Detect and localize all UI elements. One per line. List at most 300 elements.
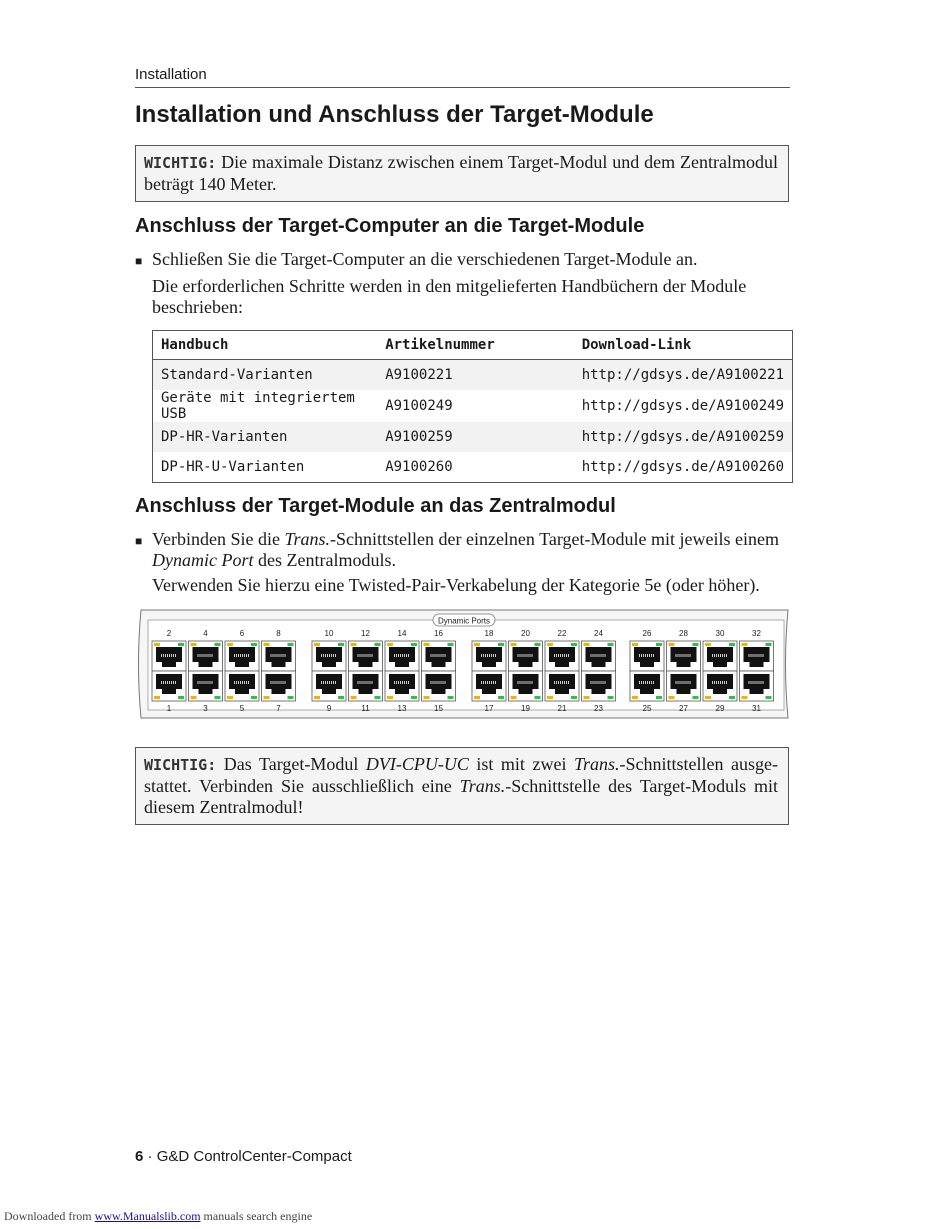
port-pin — [595, 654, 596, 657]
port-pin — [601, 654, 602, 657]
page-title: Installation und Anschluss der Target-Module — [135, 101, 654, 128]
port-pin — [165, 654, 166, 657]
port-pin — [358, 681, 359, 684]
port-led-green — [693, 643, 699, 646]
port-pin — [435, 654, 436, 657]
port-pin — [761, 654, 762, 657]
port-pin — [524, 681, 525, 684]
port-number-top: 28 — [679, 629, 688, 638]
cell-download-link[interactable]: http://gdsys.de/A9100259 — [574, 422, 793, 452]
page-footer — [135, 1148, 352, 1165]
port-pin — [759, 681, 760, 684]
port-pin — [173, 681, 174, 684]
port-pin — [161, 654, 162, 657]
port-pin — [676, 681, 677, 684]
port-pin — [485, 681, 486, 684]
port-pin — [682, 681, 683, 684]
port-pin — [680, 681, 681, 684]
port-pin — [175, 654, 176, 657]
port-pin — [491, 654, 492, 657]
port-pin — [639, 681, 640, 684]
port-number-top: 4 — [203, 629, 208, 638]
port-pin — [167, 681, 168, 684]
port-pin — [362, 654, 363, 657]
port-pin — [206, 681, 207, 684]
table-row — [153, 422, 793, 452]
cell-download-link[interactable]: http://gdsys.de/A9100249 — [581, 398, 784, 414]
port-led-amber — [191, 696, 197, 699]
port-pin — [283, 681, 284, 684]
port-pin — [724, 654, 725, 657]
port-pin — [323, 681, 324, 684]
port-number-bottom: 13 — [397, 704, 407, 713]
port-pin — [167, 654, 168, 657]
port-number-top: 6 — [239, 629, 245, 638]
port-led-green — [766, 643, 772, 646]
port-pin — [279, 654, 280, 657]
port-led-amber — [191, 643, 197, 646]
port-pin — [173, 654, 174, 657]
port-pin — [763, 654, 764, 657]
port-pin — [518, 681, 519, 684]
port-pin — [335, 654, 336, 657]
port-pin — [244, 654, 245, 657]
port-led-amber — [227, 643, 233, 646]
table-row — [153, 452, 793, 483]
port-pin — [372, 681, 373, 684]
port-pin — [684, 654, 685, 657]
port-pin — [212, 654, 213, 657]
port-pin — [236, 681, 237, 684]
dynamic-ports-figure — [135, 606, 795, 722]
important-note — [135, 747, 789, 825]
port-pin — [327, 681, 328, 684]
cell-manual: DP-HR-Varianten — [153, 422, 378, 452]
port-pin — [431, 681, 432, 684]
text-run: des Zentralmoduls. — [253, 550, 396, 570]
port-pin — [246, 681, 247, 684]
port-pin — [761, 681, 762, 684]
port-pin — [651, 654, 652, 657]
port-pin — [757, 654, 758, 657]
port-number-bottom: 1 — [166, 704, 172, 713]
cell-article: A9100221 — [377, 360, 574, 391]
port-number-bottom: 27 — [679, 704, 688, 713]
port-pin — [273, 654, 274, 657]
port-pin — [238, 681, 239, 684]
port-pin — [281, 654, 282, 657]
port-led-amber — [669, 643, 675, 646]
port-pin — [757, 681, 758, 684]
port-pin — [273, 681, 274, 684]
port-led-green — [693, 696, 699, 699]
cell-article: A9100260 — [385, 459, 453, 475]
download-prefix: Downloaded from — [4, 1209, 95, 1223]
port-pin — [722, 654, 723, 657]
port-pin — [690, 654, 691, 657]
port-pin — [325, 654, 326, 657]
port-pin — [489, 654, 490, 657]
port-led-amber — [154, 696, 160, 699]
port-pin — [641, 654, 642, 657]
port-led-amber — [154, 643, 160, 646]
port-pin — [281, 681, 282, 684]
port-pin — [445, 654, 446, 657]
important-note — [135, 145, 789, 202]
port-pin — [248, 654, 249, 657]
port-pin — [439, 681, 440, 684]
port-pin — [483, 681, 484, 684]
port-led-amber — [705, 643, 711, 646]
port-led-amber — [424, 696, 430, 699]
port-pin — [169, 654, 170, 657]
port-pin — [277, 654, 278, 657]
port-pin — [518, 654, 519, 657]
port-pin — [364, 654, 365, 657]
port-pin — [722, 681, 723, 684]
bullet-marker: ■ — [135, 254, 143, 268]
port-pin — [283, 654, 284, 657]
port-pin — [248, 681, 249, 684]
port-pin — [524, 654, 525, 657]
bullet-text: Schließen Sie die Target-Computer an die verschiedenen Target-Module an. — [152, 249, 698, 269]
port-pin — [562, 654, 563, 657]
port-pin — [368, 654, 369, 657]
port-pin — [716, 654, 717, 657]
port-led-green — [608, 696, 614, 699]
port-led-amber — [742, 696, 748, 699]
port-pin — [647, 654, 648, 657]
port-led-amber — [584, 696, 590, 699]
cell-download-link[interactable]: http://gdsys.de/A9100260 — [581, 459, 784, 475]
port-led-green — [178, 643, 184, 646]
text-run-italic: Trans. — [284, 529, 330, 549]
port-pin — [487, 654, 488, 657]
port-pin — [591, 654, 592, 657]
port-pin — [396, 681, 397, 684]
bullet-text — [152, 529, 795, 571]
port-pin — [406, 681, 407, 684]
port-led-amber — [314, 696, 320, 699]
port-number-bottom: 29 — [715, 704, 725, 713]
port-pin — [560, 654, 561, 657]
port-pin — [165, 681, 166, 684]
port-pin — [242, 681, 243, 684]
port-pin — [431, 654, 432, 657]
bullet-item — [135, 529, 795, 571]
port-pin — [599, 681, 600, 684]
port-led-green — [729, 643, 735, 646]
port-pin — [601, 681, 602, 684]
footer-separator: · — [143, 1148, 157, 1165]
port-number-bottom: 25 — [642, 704, 652, 713]
column-header-article: Artikelnummer — [377, 331, 574, 360]
port-pin — [394, 654, 395, 657]
port-number-top: 12 — [361, 629, 370, 638]
text-run: -Schnittstellen der einzelnen Target-Module mit jeweils einem — [330, 529, 779, 549]
note-label: WICHTIG: — [144, 154, 217, 172]
port-pin — [364, 681, 365, 684]
port-number-bottom: 15 — [434, 704, 443, 713]
port-pin — [271, 681, 272, 684]
port-number-top: 18 — [484, 629, 494, 638]
port-pin — [437, 654, 438, 657]
section2-body — [135, 529, 795, 596]
port-number-bottom: 21 — [557, 704, 567, 713]
port-led-amber — [351, 643, 357, 646]
port-pin — [718, 681, 719, 684]
port-pin — [433, 681, 434, 684]
port-pin — [171, 654, 172, 657]
port-pin — [522, 654, 523, 657]
port-pin — [244, 681, 245, 684]
port-pin — [331, 681, 332, 684]
port-led-amber — [742, 643, 748, 646]
cell-manual: DP-HR-U-Varianten — [161, 459, 305, 475]
port-pin — [605, 654, 606, 657]
note-label: WICHTIG: — [144, 756, 217, 774]
port-pin — [566, 681, 567, 684]
port-pin — [234, 654, 235, 657]
port-pin — [493, 654, 494, 657]
port-pin — [408, 654, 409, 657]
port-number-top: 8 — [276, 629, 281, 638]
port-pin — [651, 681, 652, 684]
port-pin — [362, 681, 363, 684]
port-pin — [236, 654, 237, 657]
port-led-green — [338, 643, 344, 646]
port-pin — [360, 681, 361, 684]
port-pin — [568, 654, 569, 657]
port-pin — [528, 681, 529, 684]
port-led-green — [288, 643, 294, 646]
port-pin — [370, 654, 371, 657]
port-pin — [558, 654, 559, 657]
port-pin — [358, 654, 359, 657]
port-pin — [234, 681, 235, 684]
port-pin — [175, 681, 176, 684]
port-pin — [597, 654, 598, 657]
port-number-top: 22 — [557, 629, 567, 638]
port-pin — [285, 681, 286, 684]
text-run-italic: DVI-CPU-UC — [365, 754, 469, 774]
port-pin — [678, 681, 679, 684]
port-pin — [279, 681, 280, 684]
port-pin — [682, 654, 683, 657]
port-pin — [714, 681, 715, 684]
port-pin — [564, 654, 565, 657]
port-pin — [329, 654, 330, 657]
port-pin — [212, 681, 213, 684]
port-pin — [366, 681, 367, 684]
port-pin — [595, 681, 596, 684]
port-led-green — [608, 643, 614, 646]
port-led-green — [251, 696, 257, 699]
port-pin — [206, 654, 207, 657]
page-number: 6 — [135, 1148, 144, 1165]
port-pin — [599, 654, 600, 657]
paragraph: Die erforderlichen Schritte werden in den mitgelieferten Handbüchern der Module beschrieben: — [152, 276, 747, 317]
port-pin — [530, 654, 531, 657]
port-pin — [749, 654, 750, 657]
port-pin — [556, 681, 557, 684]
port-pin — [684, 681, 685, 684]
port-pin — [435, 681, 436, 684]
port-pin — [649, 681, 650, 684]
table-header-row — [153, 331, 793, 360]
port-pin — [481, 654, 482, 657]
port-pin — [643, 681, 644, 684]
port-pin — [653, 654, 654, 657]
port-led-amber — [351, 696, 357, 699]
port-pin — [755, 654, 756, 657]
port-pin — [528, 654, 529, 657]
port-pin — [690, 681, 691, 684]
port-pin — [676, 654, 677, 657]
port-led-amber — [669, 696, 675, 699]
paragraph: Verwenden Sie hierzu eine Twisted-Pair-Verkabelung der Kategorie 5e (oder höher). — [152, 575, 760, 595]
port-led-amber — [227, 696, 233, 699]
port-number-top: 10 — [324, 629, 334, 638]
port-number-top: 26 — [642, 629, 652, 638]
port-led-green — [498, 696, 504, 699]
port-pin — [645, 654, 646, 657]
port-number-top: 16 — [434, 629, 443, 638]
port-pin — [520, 681, 521, 684]
port-led-green — [729, 696, 735, 699]
port-led-green — [656, 643, 662, 646]
port-pin — [714, 654, 715, 657]
port-led-amber — [547, 696, 553, 699]
cell-article: A9100249 — [385, 398, 453, 414]
port-led-green — [215, 696, 221, 699]
port-led-green — [178, 696, 184, 699]
port-pin — [398, 654, 399, 657]
port-led-green — [251, 643, 257, 646]
port-pin — [560, 681, 561, 684]
port-pin — [366, 654, 367, 657]
port-pin — [275, 681, 276, 684]
ports-label: Dynamic Ports — [437, 616, 491, 626]
port-pin — [329, 681, 330, 684]
port-pin — [210, 681, 211, 684]
port-pin — [720, 681, 721, 684]
port-number-top: 30 — [715, 629, 725, 638]
text-run: Das Target-Modul — [223, 754, 366, 774]
text-run: ist mit zwei — [468, 754, 574, 774]
port-led-green — [571, 643, 577, 646]
port-pin — [522, 681, 523, 684]
port-led-green — [656, 696, 662, 699]
port-pin — [238, 654, 239, 657]
port-number-bottom: 19 — [521, 704, 530, 713]
table-row — [153, 360, 793, 391]
port-pin — [204, 654, 205, 657]
port-number-bottom: 7 — [276, 704, 281, 713]
port-led-amber — [474, 643, 480, 646]
port-pin — [200, 681, 201, 684]
port-pin — [321, 654, 322, 657]
download-suffix: manuals search engine — [200, 1209, 313, 1223]
port-pin — [333, 681, 334, 684]
manualslib-link[interactable]: www.Manualslib.com — [94, 1209, 201, 1223]
port-pin — [402, 654, 403, 657]
port-pin — [759, 654, 760, 657]
port-number-top: 32 — [752, 629, 761, 638]
port-pin — [404, 654, 405, 657]
port-pin — [368, 681, 369, 684]
port-pin — [198, 681, 199, 684]
port-pin — [726, 681, 727, 684]
text-run: -Schnittstelle des Target-Moduls mit diesem Zentralmodul! — [144, 776, 778, 817]
port-led-green — [766, 696, 772, 699]
port-led-amber — [264, 643, 270, 646]
port-pin — [688, 681, 689, 684]
port-pin — [680, 654, 681, 657]
column-header-manual: Handbuch — [153, 331, 378, 360]
port-pin — [491, 681, 492, 684]
port-pin — [404, 681, 405, 684]
port-pin — [485, 654, 486, 657]
port-pin — [639, 654, 640, 657]
port-pin — [495, 681, 496, 684]
port-pin — [271, 654, 272, 657]
port-pin — [526, 681, 527, 684]
port-pin — [331, 654, 332, 657]
port-pin — [562, 681, 563, 684]
cell-download-link[interactable]: http://gdsys.de/A9100221 — [574, 360, 793, 391]
port-pin — [445, 681, 446, 684]
port-led-green — [498, 643, 504, 646]
port-led-amber — [264, 696, 270, 699]
port-pin — [564, 681, 565, 684]
port-pin — [327, 654, 328, 657]
port-pin — [163, 654, 164, 657]
text-run: Verbinden Sie die — [152, 529, 285, 549]
port-pin — [163, 681, 164, 684]
port-pin — [716, 681, 717, 684]
port-pin — [370, 681, 371, 684]
port-pin — [726, 654, 727, 657]
port-led-amber — [387, 696, 393, 699]
port-led-amber — [314, 643, 320, 646]
port-pin — [202, 681, 203, 684]
port-number-bottom: 23 — [594, 704, 603, 713]
port-pin — [520, 654, 521, 657]
port-pin — [763, 681, 764, 684]
port-pin — [653, 681, 654, 684]
port-pin — [643, 654, 644, 657]
port-pin — [720, 654, 721, 657]
port-led-green — [375, 643, 381, 646]
port-pin — [597, 681, 598, 684]
port-pin — [558, 681, 559, 684]
port-pin — [649, 654, 650, 657]
port-pin — [755, 681, 756, 684]
text-run-italic: Trans. — [573, 754, 620, 774]
note-text: Die maximale Distanz zwischen einem Target-Modul und dem Zentralmodul beträgt 140 Meter. — [144, 152, 779, 194]
port-pin — [487, 681, 488, 684]
port-number-top: 24 — [594, 629, 603, 638]
download-line — [4, 1209, 312, 1224]
port-pin — [712, 681, 713, 684]
port-pin — [678, 654, 679, 657]
port-number-top: 20 — [521, 629, 530, 638]
port-pin — [645, 681, 646, 684]
port-number-bottom: 11 — [361, 704, 370, 713]
port-pin — [277, 681, 278, 684]
bullet-item — [135, 249, 795, 272]
